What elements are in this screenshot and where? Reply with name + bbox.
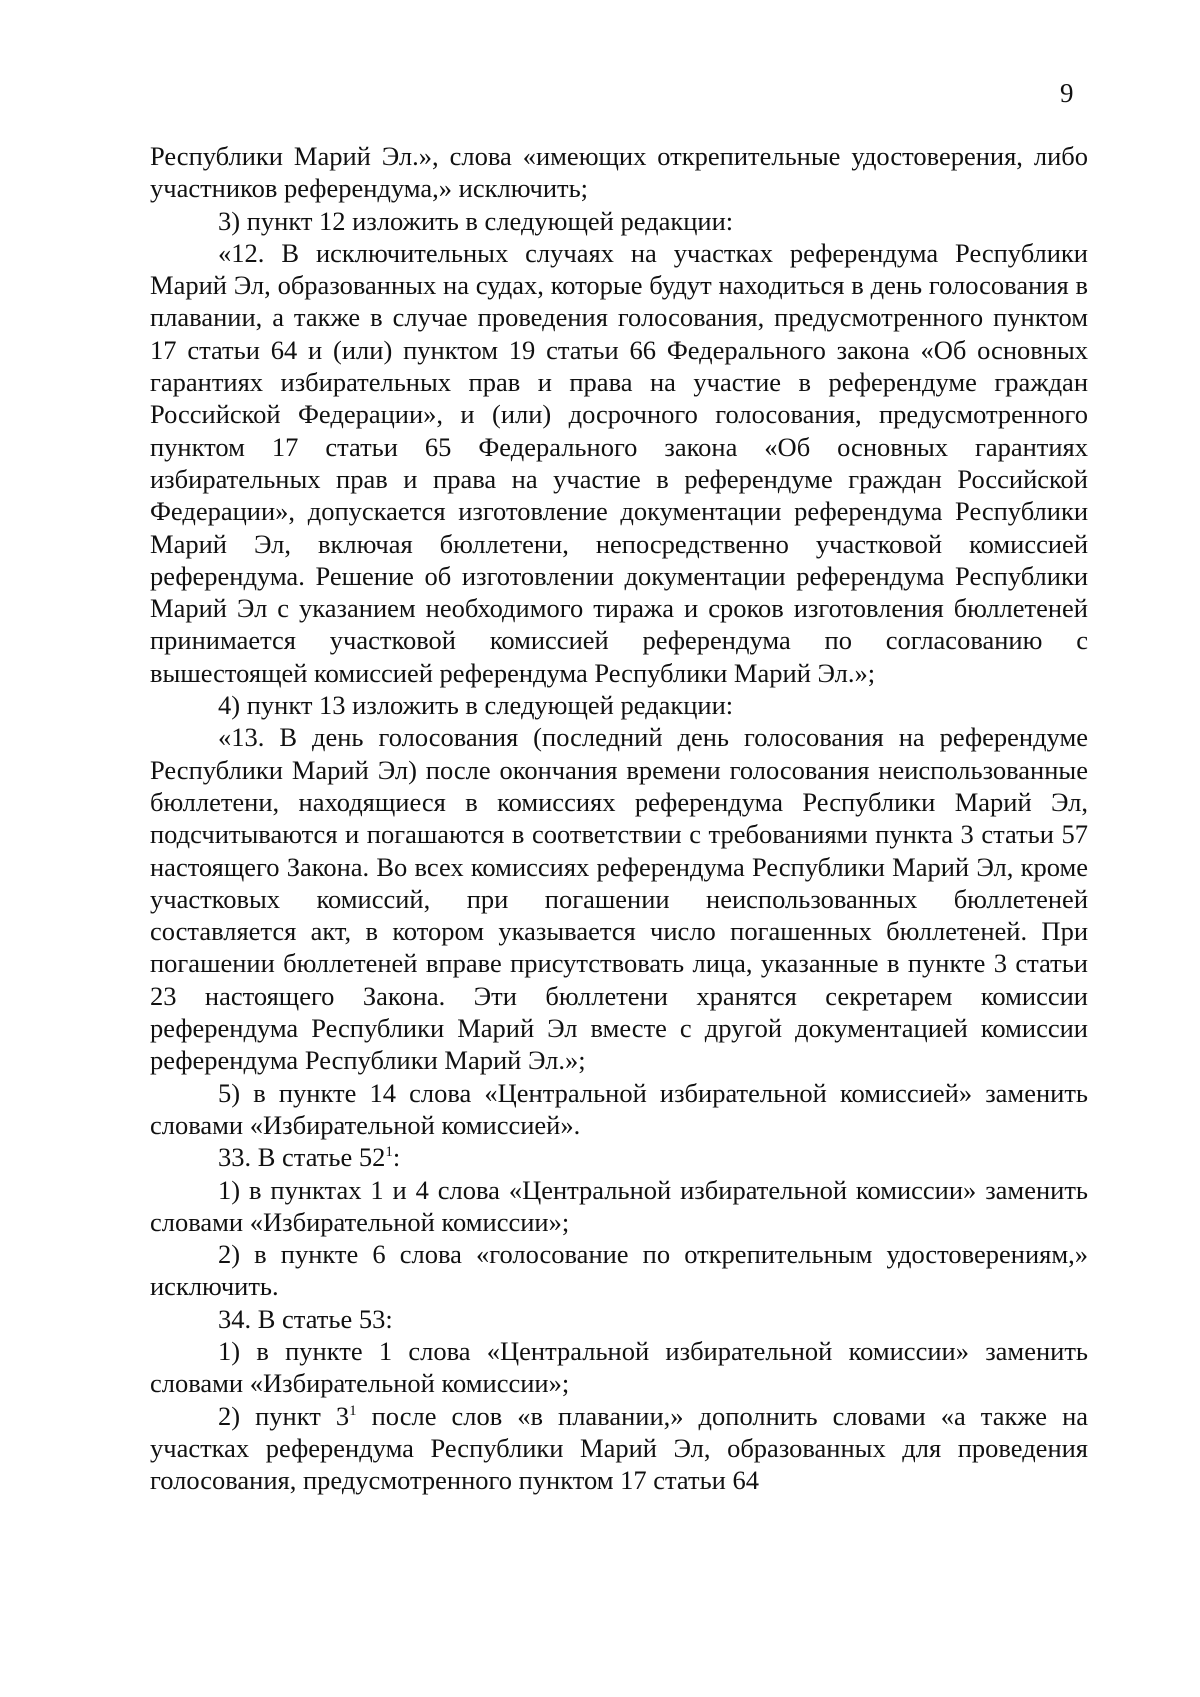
paragraph-tail: после слов «в плавании,» дополнить словами «а также на участках референдума Республики Марий Эл, образованных для проведения голосования, предусмотренного пунктом 17 статьи 64 <box>150 1400 1089 1496</box>
paragraph: 34. В статье 53: <box>218 1303 393 1334</box>
paragraph <box>150 1141 1088 1173</box>
paragraph: «13. В день голосования (последний день голосования на референдуме Республики Марий Эл) после окончания времени голосования неиспользованные бюллетени, находящиеся в комиссиях референдума Республики Марий Эл, подсчитываются и погашаются в соответствии с требованиями пункта 3 статьи 57 настоящего Закона. Во всех комиссиях референдума Республики Марий Эл, кроме участковых комиссий, при погашении неиспользованных бюллетеней составляется акт, в котором указывается число погашенных бюллетеней. При погашении бюллетеней вправе присутствовать лица, указанные в пункте 3 статьи 23 настоящего Закона. Эти бюллетени хранятся секретарем комиссии референдума Республики Марий Эл вместе с другой документацией комиссии референдума Республики Марий Эл.»; <box>150 722 1088 1076</box>
document-body <box>150 140 1088 1496</box>
paragraph: Республики Марий Эл.», слова «имеющих открепительные удостоверения, либо участников референдума,» исключить; <box>150 141 1088 204</box>
paragraph <box>150 1400 1088 1497</box>
paragraph: 2) в пункте 6 слова «голосование по открепительным удостоверениям,» исключить. <box>150 1239 1088 1302</box>
paragraph: 1) в пункте 1 слова «Центральной избирательной комиссии» заменить словами «Избирательной комиссии»; <box>150 1335 1088 1399</box>
paragraph-tail: : <box>392 1142 401 1173</box>
superscript: 1 <box>349 1402 357 1419</box>
superscript: 1 <box>385 1144 393 1161</box>
paragraph: «12. В исключительных случаях на участках референдума Республики Марий Эл, образованных на судах, которые будут находиться в день голосования в плавании, а также в случае проведения голосования, предусмотренного пунктом 17 статьи 64 и (или) пунктом 19 статьи 66 Федерального закона «Об основных гарантиях избирательных прав и права на участие в референдуме граждан Российской Федерации», и (или) досрочного голосования, предусмотренного пунктом 17 статьи 65 Федерального закона «Об основных гарантиях избирательных прав и права на участие в референдуме граждан Российской Федерации», допускается изготовление документации референдума Республики Марий Эл, включая бюллетени, непосредственно участковой комиссией референдума. Решение об изготовлении документации референдума Республики Марий Эл с указанием необходимого тиража и сроков изготовления бюллетеней принимается участковой комиссией референдума по согласованию с вышестоящей комиссией референдума Республики Марий Эл.»; <box>150 237 1088 688</box>
paragraph-text: 2) пункт 3 <box>218 1400 350 1431</box>
paragraph: 3) пункт 12 изложить в следующей редакции: <box>218 205 734 236</box>
paragraph: 4) пункт 13 изложить в следующей редакции: <box>218 690 734 721</box>
paragraph: 5) в пункте 14 слова «Центральной избирательной комиссией» заменить словами «Избирательной комиссией». <box>150 1077 1088 1140</box>
paragraph-text: 33. В статье 52 <box>218 1142 386 1173</box>
paragraph: 1) в пунктах 1 и 4 слова «Центральной избирательной комиссии» заменить словами «Избирательной комиссии»; <box>150 1174 1088 1237</box>
page-number: 9 <box>1060 78 1074 108</box>
